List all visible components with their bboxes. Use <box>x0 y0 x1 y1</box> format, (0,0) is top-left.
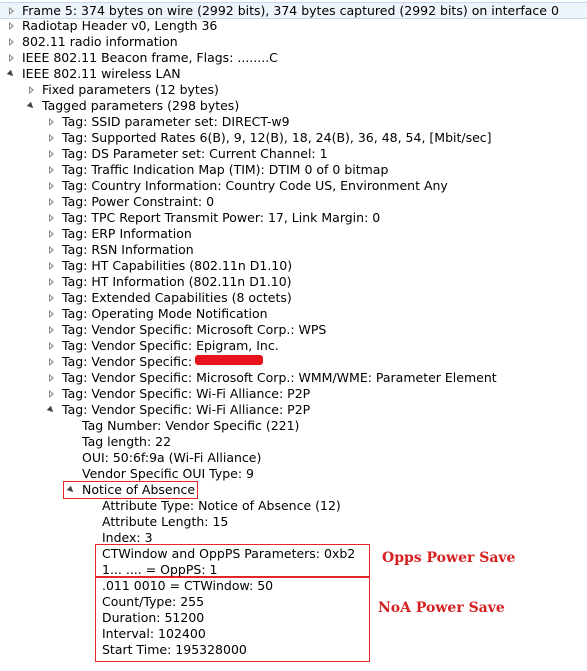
expand-arrow-icon[interactable] <box>46 370 56 386</box>
tree-label: Frame 5: 374 bytes on wire (2992 bits), 374 bytes captured (2992 bits) on interface 0 <box>22 3 559 18</box>
redaction-mark <box>195 355 263 365</box>
noa-annotation: NoA Power Save <box>378 600 505 616</box>
tree-row-tag[interactable] <box>0 370 587 386</box>
tree-row-field[interactable] <box>0 514 587 530</box>
expand-arrow-icon[interactable] <box>46 162 56 178</box>
tree-row-field[interactable] <box>0 434 587 450</box>
tree-label: Tag: Supported Rates 6(B), 9, 12(B), 18, 24(B), 36, 48, 54, [Mbit/sec] <box>62 130 492 145</box>
tree-label: Notice of Absence <box>82 482 196 497</box>
tree-row-tag[interactable] <box>0 306 587 322</box>
tree-row-tag[interactable] <box>0 226 587 242</box>
tree-label: Tag: Vendor Specific: Microsoft Corp.: WMM/WME: Parameter Element <box>62 370 497 385</box>
tree-row-field[interactable] <box>0 578 587 594</box>
tree-row-wlan[interactable] <box>0 66 587 82</box>
expand-arrow-icon[interactable] <box>6 50 16 66</box>
expand-arrow-icon[interactable] <box>46 290 56 306</box>
expand-arrow-icon[interactable] <box>46 146 56 162</box>
expand-arrow-icon[interactable] <box>6 3 16 19</box>
tree-row-tag[interactable] <box>0 258 587 274</box>
tree-label: Tag: Vendor Specific: <box>62 354 193 369</box>
tree-row-tag[interactable] <box>0 114 587 130</box>
tree-label: Tag: Traffic Indication Map (TIM): DTIM 0 of 0 bitmap <box>62 162 389 177</box>
tree-label: .011 0010 = CTWindow: 50 <box>102 578 274 593</box>
tree-row-tagged[interactable] <box>0 98 587 114</box>
tree-label: Tag length: 22 <box>82 434 172 449</box>
tree-row-radiotap[interactable] <box>0 18 587 34</box>
expand-arrow-icon[interactable] <box>46 226 56 242</box>
tree-row-tag[interactable] <box>0 290 587 306</box>
tree-row-tag[interactable] <box>0 178 587 194</box>
tree-label: Tag: Vendor Specific: Wi-Fi Alliance: P2P <box>62 402 311 417</box>
tree-row-field[interactable] <box>0 642 587 658</box>
tree-label: IEEE 802.11 Beacon frame, Flags: ........C <box>22 50 278 65</box>
tree-label: Vendor Specific OUI Type: 9 <box>82 466 255 481</box>
tree-label: OUI: 50:6f:9a (Wi-Fi Alliance) <box>82 450 262 465</box>
expand-arrow-icon[interactable] <box>26 82 36 98</box>
tree-label: Tag Number: Vendor Specific (221) <box>82 418 300 433</box>
expand-arrow-icon[interactable] <box>6 34 16 50</box>
tree-row-noa[interactable] <box>0 482 587 498</box>
tree-row-tag[interactable] <box>0 322 587 338</box>
tree-label: 802.11 radio information <box>22 34 178 49</box>
tree-label: Tag: Vendor Specific: Epigram, Inc. <box>62 338 279 353</box>
tree-row-tag[interactable] <box>0 386 587 402</box>
tree-row-tag[interactable] <box>0 354 587 370</box>
collapse-arrow-icon[interactable] <box>66 482 76 498</box>
tree-row-tag[interactable] <box>0 194 587 210</box>
tree-row-tag[interactable] <box>0 242 587 258</box>
tree-label: Tag: Operating Mode Notification <box>62 306 268 321</box>
tree-label: Tag: Extended Capabilities (8 octets) <box>62 290 292 305</box>
expand-arrow-icon[interactable] <box>46 194 56 210</box>
tree-row-field[interactable] <box>0 626 587 642</box>
tree-label: Tag: Vendor Specific: Wi-Fi Alliance: P2P <box>62 386 311 401</box>
tree-label: Attribute Type: Notice of Absence (12) <box>102 498 341 513</box>
collapse-arrow-icon[interactable] <box>26 98 36 114</box>
collapse-arrow-icon[interactable] <box>46 402 56 418</box>
expand-arrow-icon[interactable] <box>46 274 56 290</box>
tree-label: Fixed parameters (12 bytes) <box>42 82 219 97</box>
tree-label: IEEE 802.11 wireless LAN <box>22 66 181 81</box>
tree-label: Tag: SSID parameter set: DIRECT-w9 <box>62 114 290 129</box>
tree-label: Attribute Length: 15 <box>102 514 229 529</box>
tree-row-tag[interactable] <box>0 146 587 162</box>
tree-label: Tag: RSN Information <box>62 242 194 257</box>
expand-arrow-icon[interactable] <box>46 114 56 130</box>
tree-row-field[interactable] <box>0 466 587 482</box>
tree-label: Tag: TPC Report Transmit Power: 17, Link Margin: 0 <box>62 210 381 225</box>
tree-row-frame[interactable] <box>0 2 587 19</box>
tree-row-tag[interactable] <box>0 274 587 290</box>
tree-label: Duration: 51200 <box>102 610 205 625</box>
expand-arrow-icon[interactable] <box>46 258 56 274</box>
tree-row-tag[interactable] <box>0 338 587 354</box>
tree-label: Tag: HT Information (802.11n D1.10) <box>62 274 292 289</box>
tree-row-tag[interactable] <box>0 162 587 178</box>
expand-arrow-icon[interactable] <box>46 130 56 146</box>
tree-row-fixed[interactable] <box>0 82 587 98</box>
expand-arrow-icon[interactable] <box>46 178 56 194</box>
tree-row-field[interactable] <box>0 498 587 514</box>
tree-label: CTWindow and OppPS Parameters: 0xb2 <box>102 546 356 561</box>
tree-row-field[interactable] <box>0 418 587 434</box>
tree-label: Tag: HT Capabilities (802.11n D1.10) <box>62 258 293 273</box>
tree-label: Tag: Power Constraint: 0 <box>62 194 215 209</box>
opps-annotation: Opps Power Save <box>382 550 516 566</box>
tree-label: Interval: 102400 <box>102 626 206 641</box>
expand-arrow-icon[interactable] <box>46 242 56 258</box>
tree-label: Radiotap Header v0, Length 36 <box>22 18 218 33</box>
tree-label: 1... .... = OppPS: 1 <box>102 562 218 577</box>
expand-arrow-icon[interactable] <box>46 338 56 354</box>
collapse-arrow-icon[interactable] <box>6 66 16 82</box>
tree-row-beacon[interactable] <box>0 50 587 66</box>
expand-arrow-icon[interactable] <box>46 306 56 322</box>
tree-label: Start Time: 195328000 <box>102 642 247 657</box>
expand-arrow-icon[interactable] <box>46 354 56 370</box>
tree-label: Tag: DS Parameter set: Current Channel: 1 <box>62 146 328 161</box>
expand-arrow-icon[interactable] <box>46 210 56 226</box>
expand-arrow-icon[interactable] <box>6 18 16 34</box>
expand-arrow-icon[interactable] <box>46 322 56 338</box>
tree-label: Index: 3 <box>102 530 153 545</box>
tree-row-radio-info[interactable] <box>0 34 587 50</box>
tree-row-tag[interactable] <box>0 210 587 226</box>
tree-row-tag-expanded[interactable] <box>0 402 587 418</box>
tree-row-field[interactable] <box>0 450 587 466</box>
tree-label: Count/Type: 255 <box>102 594 205 609</box>
tree-label: Tag: ERP Information <box>62 226 192 241</box>
tree-label: Tagged parameters (298 bytes) <box>42 98 240 113</box>
tree-label: Tag: Country Information: Country Code US, Environment Any <box>62 178 448 193</box>
tree-row-tag[interactable] <box>0 130 587 146</box>
tree-label: Tag: Vendor Specific: Microsoft Corp.: WPS <box>62 322 327 337</box>
expand-arrow-icon[interactable] <box>46 386 56 402</box>
